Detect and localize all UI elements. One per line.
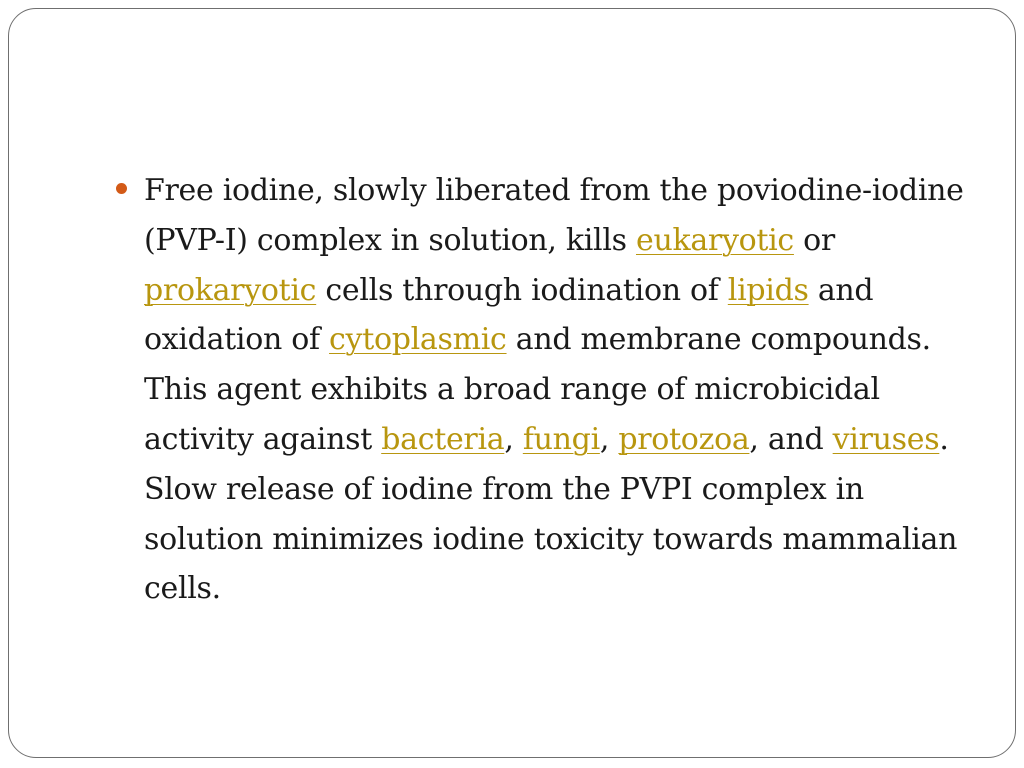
paragraph-text: ,: [504, 421, 523, 457]
paragraph-text: . Slow release of iodine from the PVPI complex in solution minimizes iodine toxicity towards mammalian cells.: [144, 421, 958, 607]
link-protozoa[interactable]: protozoa: [618, 421, 750, 457]
link-prokaryotic[interactable]: prokaryotic: [144, 272, 317, 308]
paragraph-text: Free iodine, slowly liberated from the poviodine-iodine (PVP-I) complex in solution, kills: [144, 173, 964, 258]
link-cytoplasmic[interactable]: cytoplasmic: [329, 322, 507, 358]
paragraph-text: cells through iodination of: [316, 272, 728, 308]
link-eukaryotic[interactable]: eukaryotic: [635, 222, 794, 258]
bullet-paragraph: [144, 166, 974, 614]
link-lipids[interactable]: lipids: [727, 272, 809, 308]
link-fungi[interactable]: fungi: [522, 421, 600, 457]
paragraph-text: , and: [749, 421, 833, 457]
link-bacteria[interactable]: bacteria: [381, 421, 505, 457]
paragraph-text: and oxidation of: [144, 272, 874, 358]
paragraph-text: and membrane compounds. This agent exhibits a broad range of microbicidal activity against: [144, 322, 931, 457]
paragraph-text: or: [793, 222, 835, 258]
bullet-dot-icon: [116, 183, 127, 194]
link-viruses[interactable]: viruses: [832, 421, 940, 457]
paragraph-text: ,: [599, 421, 619, 457]
